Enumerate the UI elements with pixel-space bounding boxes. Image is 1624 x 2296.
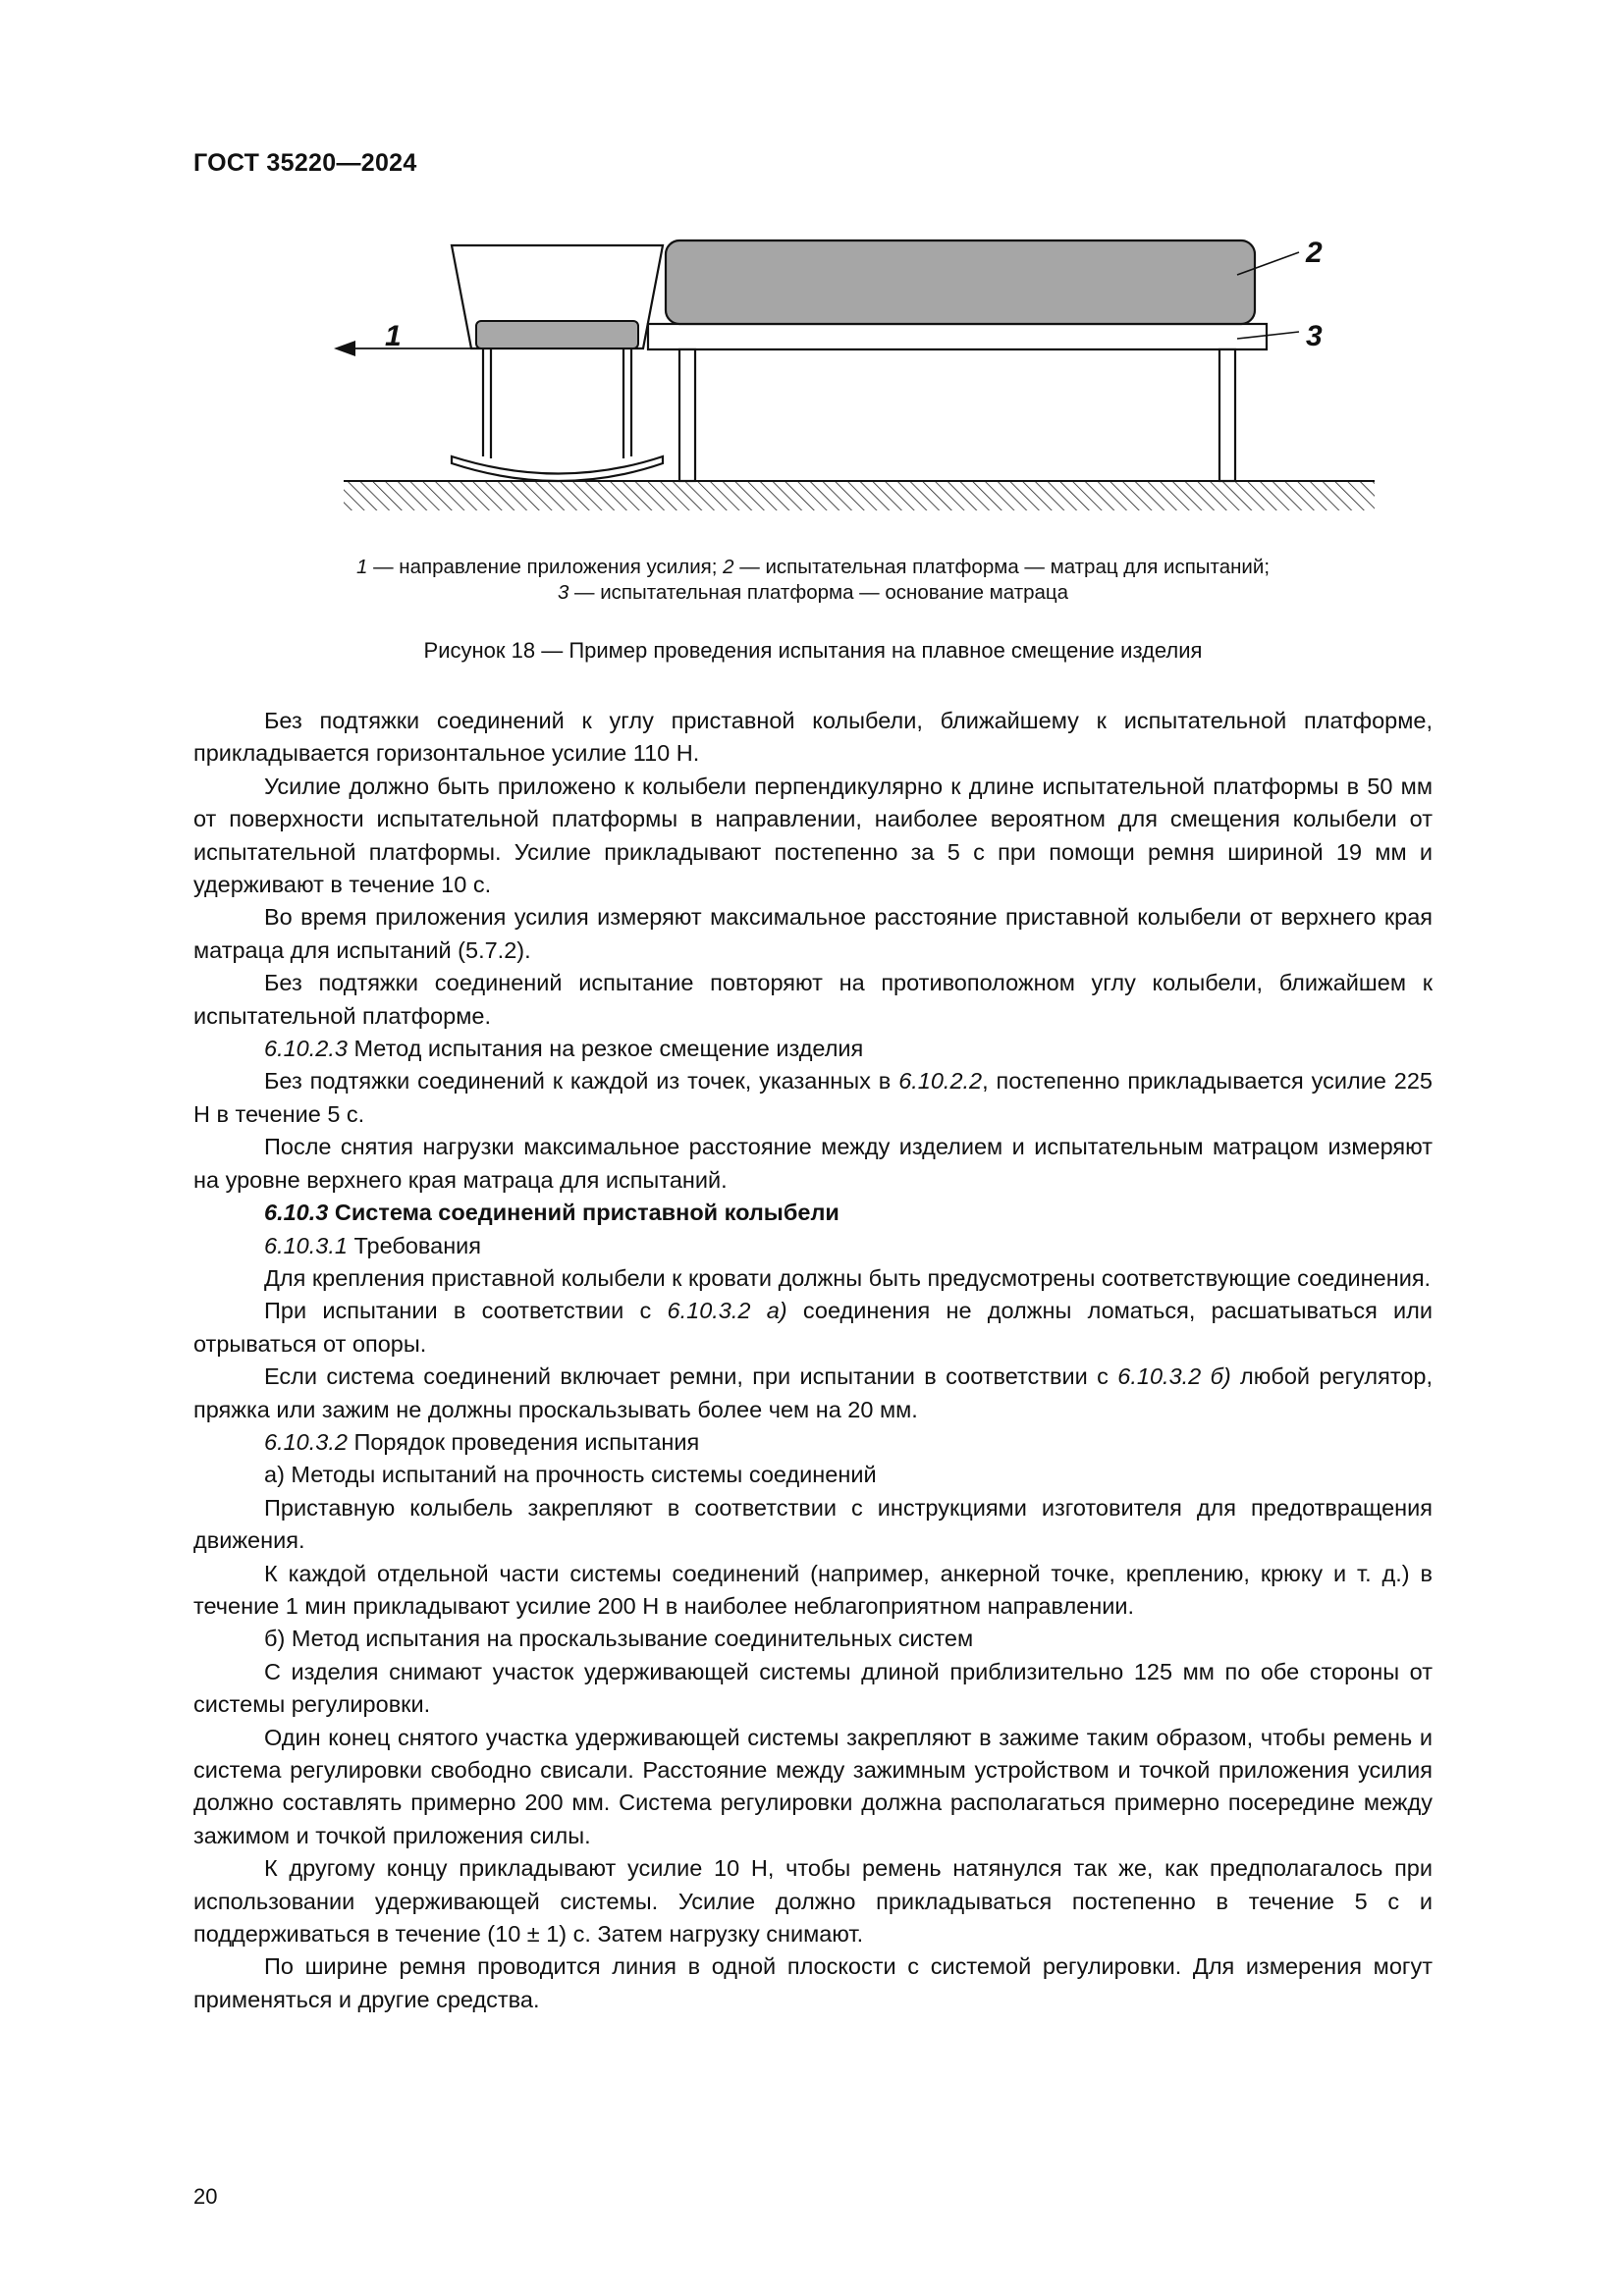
section-heading-bold: 6.10.3 Система соединений приставной колыбели <box>264 1200 839 1226</box>
mattress-base <box>648 324 1267 349</box>
section-heading: 6.10.3.1 Требования <box>264 1232 482 1258</box>
base-leg <box>1219 349 1235 481</box>
paragraph: Если система соединений включает ремни, при испытании в соответствии с 6.10.3.2 б) любой регулятор, пряжка или зажим не должны проскальзывать более чем на 20 мм. <box>193 1363 1433 1422</box>
section-heading: 6.10.3.2 Порядок проведения испытания <box>264 1428 700 1455</box>
list-item: а) Методы испытаний на прочность системы соединений <box>264 1462 877 1488</box>
paragraph: Без подтяжки соединений испытание повторяют на противоположном углу колыбели, ближайшем к испытательной платформе. <box>193 970 1433 1029</box>
base-leg <box>679 349 695 481</box>
section-heading: 6.10.2.3 Метод испытания на резкое смещение изделия <box>264 1036 864 1062</box>
callout-2: 2 <box>1306 237 1323 269</box>
floor-hatching <box>344 481 1375 510</box>
test-mattress <box>666 240 1255 324</box>
paragraph: Во время приложения усилия измеряют максимальное расстояние приставной колыбели от верхнего края матраца для испытаний (5.7.2). <box>193 904 1433 963</box>
list-item: б) Метод испытания на проскальзывание соединительных систем <box>264 1626 974 1652</box>
paragraph: Один конец снятого участка удерживающей системы закрепляют в зажиме таким образом, чтобы ремень и система регулировки свободно свисали. Расстояние между зажимным устройством и точкой приложения усилия должно составлять примерно 200 мм. Система регулировки должна располагаться примерно посередине между зажимом и точкой приложения силы. <box>193 1724 1433 1848</box>
bassinet-mattress <box>476 321 638 348</box>
legend-line-1: 1 — направление приложения усилия; 2 — испытательная платформа — матрац для испытаний; <box>355 556 1271 578</box>
figure-legend <box>193 555 1433 606</box>
arrow-head <box>334 341 355 356</box>
document-header: ГОСТ 35220—2024 <box>193 149 417 177</box>
paragraph: После снятия нагрузки максимальное расстояние между изделием и испытательным матрацом измеряют на уровне верхнего края матраца для испытаний. <box>193 1134 1433 1193</box>
figure-18-diagram <box>324 221 1384 535</box>
paragraph: По ширине ремня проводится линия в одной плоскости с системой регулировки. Для измерения могут применяться и другие средства. <box>193 1953 1433 2012</box>
bassinet-rocker <box>452 456 663 481</box>
callout-3: 3 <box>1306 320 1323 352</box>
paragraph: При испытании в соответствии с 6.10.3.2 а) соединения не должны ломаться, расшатываться или отрываться от опоры. <box>193 1298 1434 1357</box>
figure-caption: Рисунок 18 — Пример проведения испытания на плавное смещение изделия <box>423 638 1203 663</box>
paragraph: К другому концу прикладывают усилие 10 Н, чтобы ремень натянулся так же, как предполагалось при использовании удерживающей системы. Усилие должно прикладываться постепенно в течение 5 с и поддерживаться в течение (10 ± 1) с. Затем нагрузку снимают. <box>193 1855 1433 1948</box>
paragraph: Усилие должно быть приложено к колыбели перпендикулярно к длине испытательной платформы в 50 мм от поверхности испытательной платформы в направлении, наиболее вероятном для смещения колыбели от испытательной платформы. Усилие прикладывают постепенно за 5 с при помощи ремня шириной 19 мм и удерживают в течение 10 с. <box>193 773 1433 898</box>
paragraph: Без подтяжки соединений к углу приставной колыбели, ближайшему к испытательной платформе, прикладывается горизонтальное усилие 110 Н. <box>193 708 1433 767</box>
page-number: 20 <box>193 2184 218 2209</box>
paragraph: Для крепления приставной колыбели к кровати должны быть предусмотрены соответствующие соединения. <box>264 1264 1432 1291</box>
paragraph: С изделия снимают участок удерживающей системы длиной приблизительно 125 мм по обе стороны от системы регулировки. <box>193 1658 1433 1718</box>
paragraph: К каждой отдельной части системы соединений (например, анкерной точке, креплению, крюку и т. д.) в течение 1 мин прикладывают усилие 200 Н в наиболее неблагоприятном направлении. <box>193 1560 1433 1619</box>
paragraph: Приставную колыбель закрепляют в соответствии с инструкциями изготовителя для предотвращения движения. <box>193 1494 1433 1554</box>
legend-line-2: 3 — испытательная платформа — основание матраца <box>557 581 1069 604</box>
callout-1: 1 <box>385 320 402 352</box>
body-text <box>193 705 1433 2016</box>
paragraph: Без подтяжки соединений к каждой из точек, указанных в 6.10.2.2, постепенно прикладывается усилие 225 Н в течение 5 с. <box>193 1068 1433 1127</box>
